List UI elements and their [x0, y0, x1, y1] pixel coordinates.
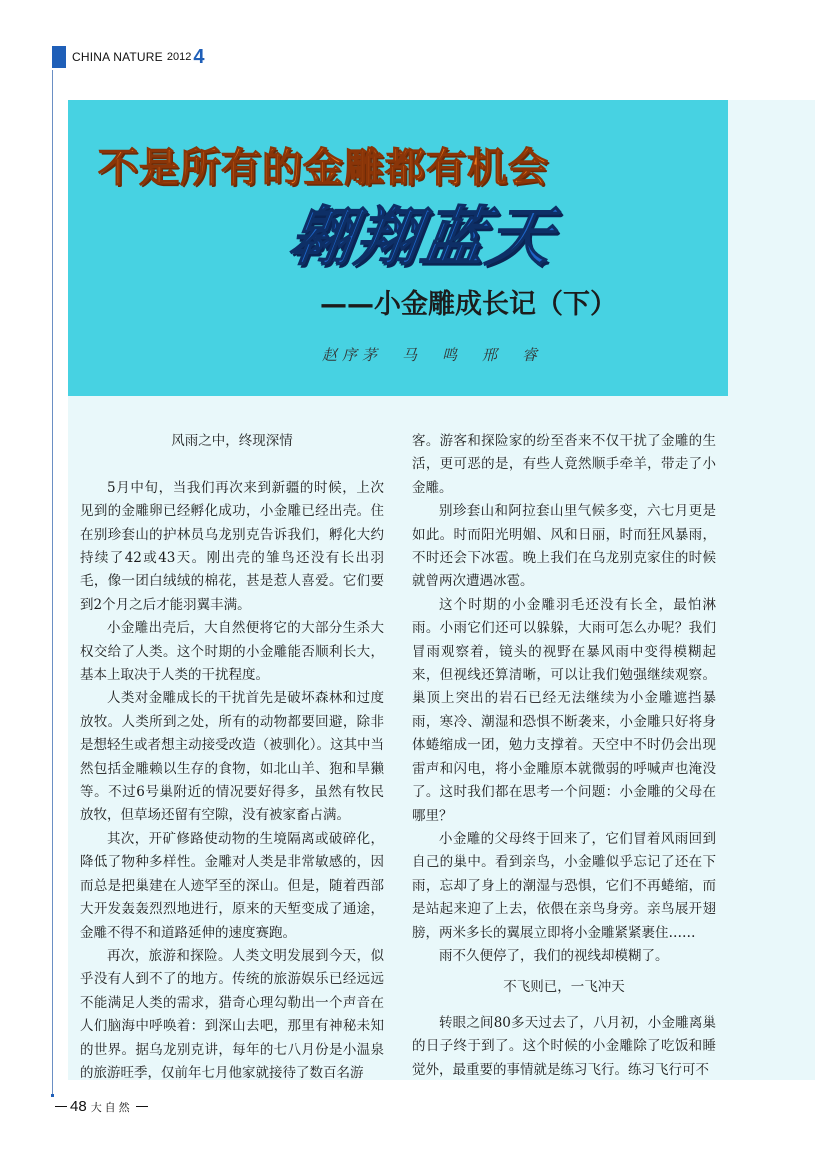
header-magazine-name: CHINA NATURE: [72, 50, 163, 64]
authors: 赵序茅 马 鸣 邢 睿: [322, 346, 543, 364]
header-issue-number: 4: [193, 45, 205, 68]
title-line-1: 不是所有的金雕都有机会: [98, 144, 549, 191]
paragraph: 转眼之间80多天过去了，八月初，小金雕离巢的日子终于到了。这个时候的小金雕除了吃饭和睡觉外，最重要的事情就是练习飞行。练习飞行可不: [412, 1014, 716, 1078]
paragraph: 人类对金雕成长的干扰首先是破坏森林和过度放牧。人类所到之处，所有的动物都要回避，除非是想轻生或者想主动接受改造（被驯化）。这其中当然包括金雕赖以生存的食物，如北山羊、狍和旱獭等。不过6号巢附近的情况要好得多，虽然有牧民放牧，但草场还留有空隙，没有被家畜占满。: [80, 690, 384, 824]
paragraph: 再次，旅游和探险。人类文明发展到今天，似乎没有人到不了的地方。传统的旅游娱乐已经远远不能满足人类的需求，猎奇心理勾勒出一个声音在人们脑海中呼唤着：到深山去吧，那里有神秘未知的世界。据乌龙别克讲，每年的七八月份是小温泉的旅游旺季，仅前年七月他家就接待了数百名游: [80, 947, 384, 1081]
paragraph: 小金雕的父母终于回来了，它们冒着风雨回到自己的巢中。看到亲鸟，小金雕似乎忘记了还在下雨，忘却了身上的潮湿与恐惧，它们不再蜷缩，而是站起来迎了上去，依偎在亲鸟身旁。亲鸟展开翅膀，两米多长的翼展立即将小金雕紧紧裹住……: [412, 830, 716, 941]
paragraph: 小金雕出壳后，大自然便将它的大部分生杀大权交给了人类。这个时期的小金雕能否顺利长大，基本上取决于人类的干扰程度。: [80, 620, 384, 684]
footer-magazine-name: 大自然: [90, 1100, 133, 1114]
paragraph: 雨不久便停了，我们的视线却模糊了。: [439, 947, 669, 964]
paragraph: 别珍套山和阿拉套山里气候多变，六七月更是如此。时而阳光明媚、风和日丽，时而狂风暴雨，不时还会下冰雹。晚上我们在乌龙别克家住的时候就曾两次遭遇冰雹。: [412, 503, 716, 590]
page-number: 48: [70, 1098, 87, 1115]
paragraph: 5月中旬，当我们再次来到新疆的时候，上次见到的金雕卵已经孵化成功，小金雕已经出壳。住在别珍套山的护林员乌龙别克告诉我们，孵化大约持续了42或43天。刚出壳的雏鸟还没有长出羽毛，像一团白绒绒的棉花，甚是惹人喜爱。它们要到2个月之后才能羽翼丰满。: [80, 479, 384, 613]
subtitle: ——小金雕成长记（下）: [320, 289, 617, 320]
page-footer: [52, 1098, 151, 1115]
title-line-2: 翱翔蓝天: [283, 200, 559, 275]
section-heading: 风雨之中，终现深情: [171, 433, 293, 449]
paragraph: 其次，开矿修路使动物的生境隔离或破碎化，降低了物种多样性。金雕对人类是非常敏感的，因而总是把巢建在人迹罕至的深山。但是，随着西部大开发轰轰烈烈地进行，原来的天堑变成了通途，金雕不得不和道路延伸的速度赛跑。: [80, 830, 384, 941]
article-column-right: [412, 430, 716, 1082]
running-header: [52, 46, 204, 68]
margin-rule-dot: [51, 1094, 54, 1097]
section-heading: 不飞则已，一飞冲天: [503, 979, 625, 996]
margin-rule: [52, 70, 53, 1095]
paragraph: 这个时期的小金雕羽毛还没有长全，最怕淋雨。小雨它们还可以躲躲，大雨可怎么办呢？我们冒雨观察着，镜头的视野在暴风雨中变得模糊起来，但视线还算清晰，可以让我们勉强继续观察。巢顶上突出的岩石已经无法继续为小金雕遮挡暴雨，寒冷、潮湿和恐惧不断袭来，小金雕只好将身体蜷缩成一团，勉力支撑着。天空中不时仍会出现雷声和闪电，将小金雕原本就微弱的呼喊声也淹没了。这时我们都在思考一个问题：小金雕的父母在哪里？: [412, 596, 716, 824]
article-column-left: [80, 430, 384, 1085]
header-year: 2012: [166, 51, 192, 63]
header-accent-bar: [52, 46, 66, 68]
paragraph-continuation: 客。游客和探险家的纷至沓来不仅干扰了金雕的生活，更可恶的是，有些人竟然顺手牵羊，带走了小金雕。: [412, 433, 716, 496]
